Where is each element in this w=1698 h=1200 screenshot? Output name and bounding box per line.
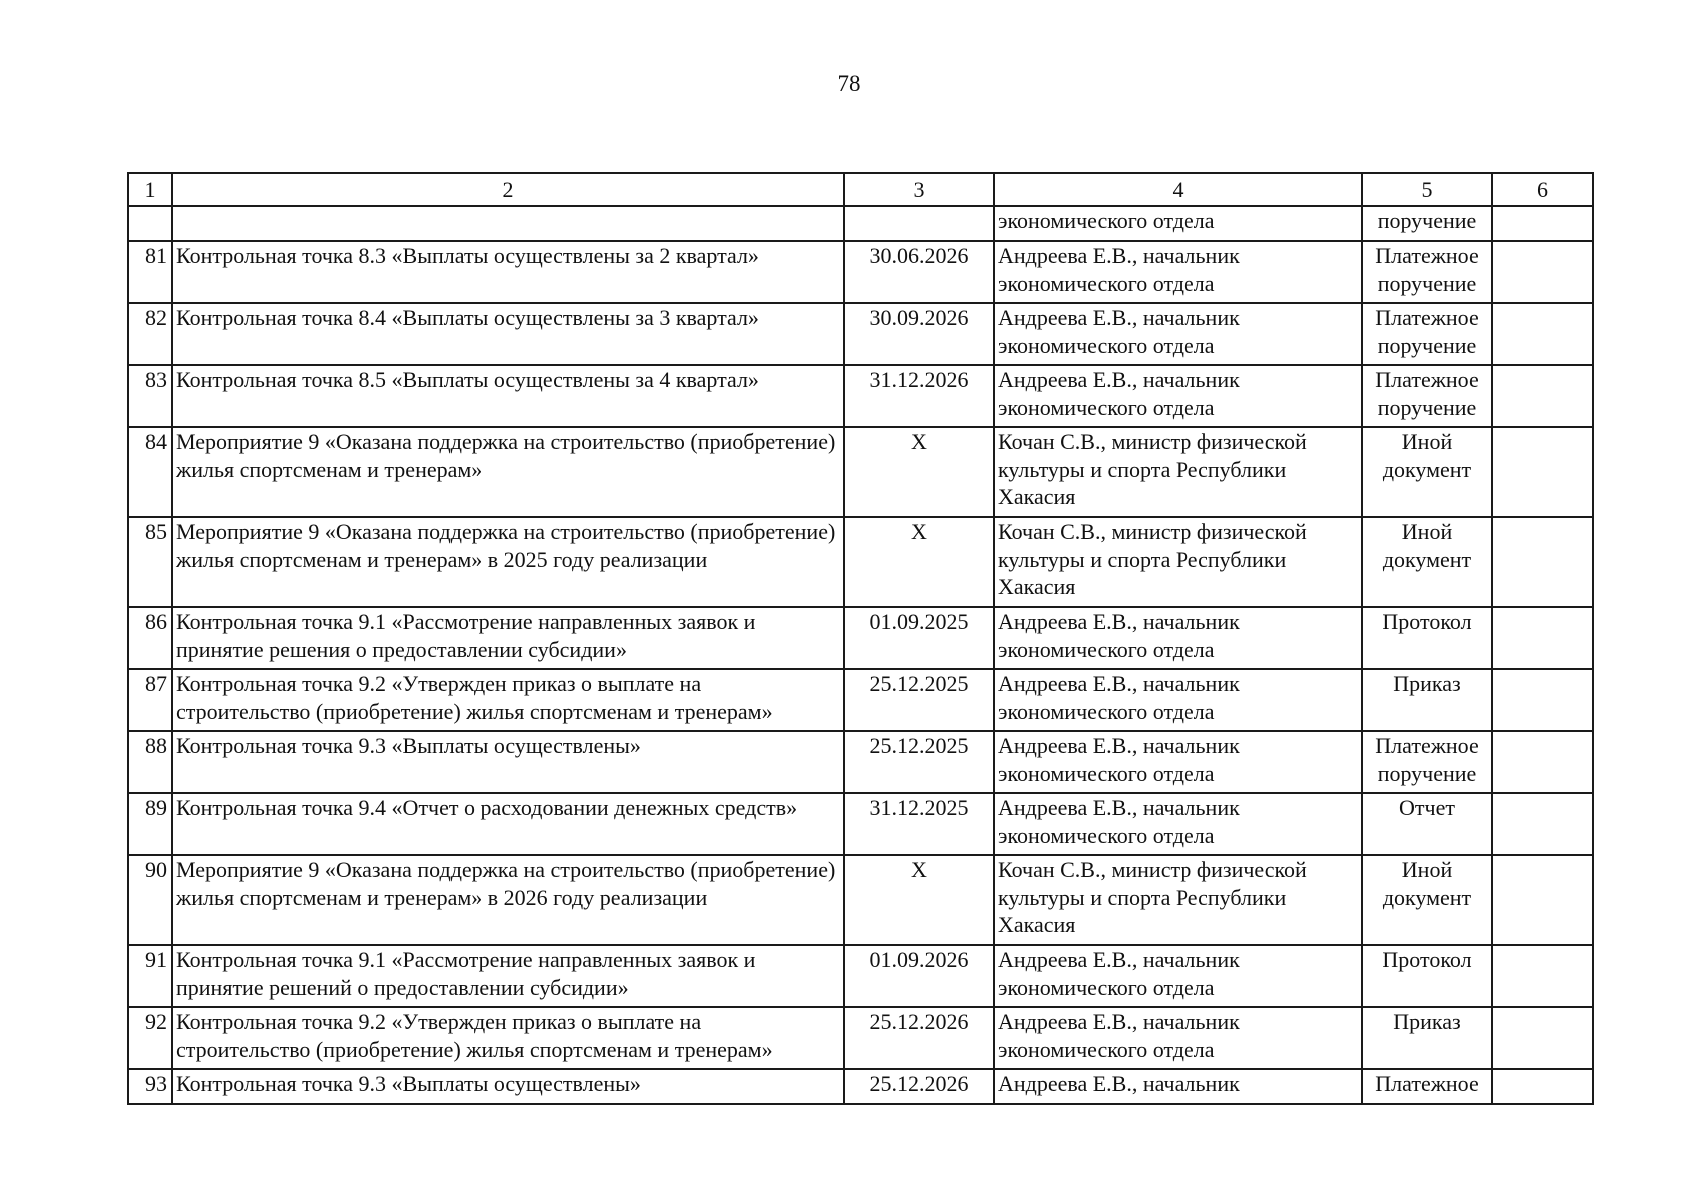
- row-document: Платежное поручение: [1362, 241, 1492, 303]
- table-header-row: [128, 173, 1593, 206]
- row-number: 81: [128, 241, 172, 303]
- row-document: Платежное: [1362, 1069, 1492, 1104]
- row-responsible: Андреева Е.В., начальник экономического отдела: [994, 793, 1362, 855]
- row-name: Контрольная точка 9.1 «Рассмотрение направленных заявок и принятие решений о предоставлении субсидии»: [172, 945, 844, 1007]
- row-note: [1492, 427, 1593, 517]
- row-responsible: Кочан С.В., министр физической культуры и спорта Республики Хакасия: [994, 427, 1362, 517]
- row-date: 25.12.2025: [844, 731, 994, 793]
- row-name: [172, 206, 844, 241]
- row-name: Контрольная точка 8.3 «Выплаты осуществлены за 2 квартал»: [172, 241, 844, 303]
- row-document: поручение: [1362, 206, 1492, 241]
- row-number: 86: [128, 607, 172, 669]
- row-date: 01.09.2026: [844, 945, 994, 1007]
- header-cell-3: 3: [844, 173, 994, 206]
- row-number: 91: [128, 945, 172, 1007]
- row-responsible: экономического отдела: [994, 206, 1362, 241]
- table-row: [128, 607, 1593, 669]
- row-number: 87: [128, 669, 172, 731]
- row-note: [1492, 517, 1593, 607]
- table-row: [128, 303, 1593, 365]
- row-date: X: [844, 855, 994, 945]
- row-document: Приказ: [1362, 669, 1492, 731]
- row-name: Мероприятие 9 «Оказана поддержка на строительство (приобретение) жилья спортсменам и тренерам» в 2026 году реализации: [172, 855, 844, 945]
- row-note: [1492, 365, 1593, 427]
- row-number: 90: [128, 855, 172, 945]
- header-cell-4: 4: [994, 173, 1362, 206]
- row-date: 25.12.2025: [844, 669, 994, 731]
- row-name: Контрольная точка 8.4 «Выплаты осуществлены за 3 квартал»: [172, 303, 844, 365]
- row-document: Иной документ: [1362, 427, 1492, 517]
- row-note: [1492, 1069, 1593, 1104]
- row-name: Контрольная точка 9.2 «Утвержден приказ о выплате на строительство (приобретение) жилья спортсменам и тренерам»: [172, 669, 844, 731]
- table-row: [128, 1069, 1593, 1104]
- row-note: [1492, 1007, 1593, 1069]
- row-date: X: [844, 427, 994, 517]
- row-name: Контрольная точка 8.5 «Выплаты осуществлены за 4 квартал»: [172, 365, 844, 427]
- continuation-row: [128, 206, 1593, 241]
- row-note: [1492, 731, 1593, 793]
- row-responsible: Андреева Е.В., начальник экономического отдела: [994, 731, 1362, 793]
- table-row: [128, 517, 1593, 607]
- table-row: [128, 427, 1593, 517]
- row-note: [1492, 607, 1593, 669]
- row-responsible: Андреева Е.В., начальник экономического отдела: [994, 945, 1362, 1007]
- row-date: 30.09.2026: [844, 303, 994, 365]
- header-cell-5: 5: [1362, 173, 1492, 206]
- row-name: Мероприятие 9 «Оказана поддержка на строительство (приобретение) жилья спортсменам и тренерам» в 2025 году реализации: [172, 517, 844, 607]
- plan-table: [127, 172, 1594, 1105]
- table-row: [128, 855, 1593, 945]
- row-number: 84: [128, 427, 172, 517]
- row-document: Платежное поручение: [1362, 731, 1492, 793]
- row-number: 89: [128, 793, 172, 855]
- row-document: Платежное поручение: [1362, 365, 1492, 427]
- row-responsible: Андреева Е.В., начальник экономического отдела: [994, 303, 1362, 365]
- row-document: Протокол: [1362, 945, 1492, 1007]
- row-name: Контрольная точка 9.1 «Рассмотрение направленных заявок и принятие решения о предоставлении субсидии»: [172, 607, 844, 669]
- row-note: [1492, 206, 1593, 241]
- table-row: [128, 365, 1593, 427]
- row-date: 31.12.2026: [844, 365, 994, 427]
- row-document: Платежное поручение: [1362, 303, 1492, 365]
- row-document: Отчет: [1362, 793, 1492, 855]
- row-document: Приказ: [1362, 1007, 1492, 1069]
- row-date: X: [844, 517, 994, 607]
- row-number: 92: [128, 1007, 172, 1069]
- row-document: Иной документ: [1362, 855, 1492, 945]
- row-date: 01.09.2025: [844, 607, 994, 669]
- row-date: 30.06.2026: [844, 241, 994, 303]
- row-note: [1492, 303, 1593, 365]
- row-number: 93: [128, 1069, 172, 1104]
- row-note: [1492, 855, 1593, 945]
- row-responsible: Андреева Е.В., начальник экономического отдела: [994, 365, 1362, 427]
- header-cell-2: 2: [172, 173, 844, 206]
- row-note: [1492, 669, 1593, 731]
- row-name: Контрольная точка 9.3 «Выплаты осуществлены»: [172, 1069, 844, 1104]
- row-number: 88: [128, 731, 172, 793]
- table-row: [128, 945, 1593, 1007]
- row-date: 25.12.2026: [844, 1007, 994, 1069]
- row-responsible: Кочан С.В., министр физической культуры и спорта Республики Хакасия: [994, 855, 1362, 945]
- row-name: Контрольная точка 9.4 «Отчет о расходовании денежных средств»: [172, 793, 844, 855]
- row-responsible: Андреева Е.В., начальник экономического отдела: [994, 1007, 1362, 1069]
- row-responsible: Андреева Е.В., начальник: [994, 1069, 1362, 1104]
- row-number: 85: [128, 517, 172, 607]
- row-responsible: Кочан С.В., министр физической культуры и спорта Республики Хакасия: [994, 517, 1362, 607]
- row-number: [128, 206, 172, 241]
- row-note: [1492, 793, 1593, 855]
- table-row: [128, 669, 1593, 731]
- table-row: [128, 241, 1593, 303]
- row-name: Контрольная точка 9.3 «Выплаты осуществлены»: [172, 731, 844, 793]
- row-date: 31.12.2025: [844, 793, 994, 855]
- table-row: [128, 1007, 1593, 1069]
- row-note: [1492, 945, 1593, 1007]
- page-number: 78: [837, 71, 861, 96]
- row-responsible: Андреева Е.В., начальник экономического отдела: [994, 669, 1362, 731]
- row-responsible: Андреева Е.В., начальник экономического отдела: [994, 607, 1362, 669]
- row-note: [1492, 241, 1593, 303]
- row-number: 83: [128, 365, 172, 427]
- row-name: Контрольная точка 9.2 «Утвержден приказ о выплате на строительство (приобретение) жилья спортсменам и тренерам»: [172, 1007, 844, 1069]
- row-number: 82: [128, 303, 172, 365]
- header-cell-6: 6: [1492, 173, 1593, 206]
- row-date: 25.12.2026: [844, 1069, 994, 1104]
- row-document: Иной документ: [1362, 517, 1492, 607]
- row-responsible: Андреева Е.В., начальник экономического отдела: [994, 241, 1362, 303]
- table-row: [128, 793, 1593, 855]
- row-date: [844, 206, 994, 241]
- row-document: Протокол: [1362, 607, 1492, 669]
- header-cell-1: 1: [128, 173, 172, 206]
- table-row: [128, 731, 1593, 793]
- row-name: Мероприятие 9 «Оказана поддержка на строительство (приобретение) жилья спортсменам и тренерам»: [172, 427, 844, 517]
